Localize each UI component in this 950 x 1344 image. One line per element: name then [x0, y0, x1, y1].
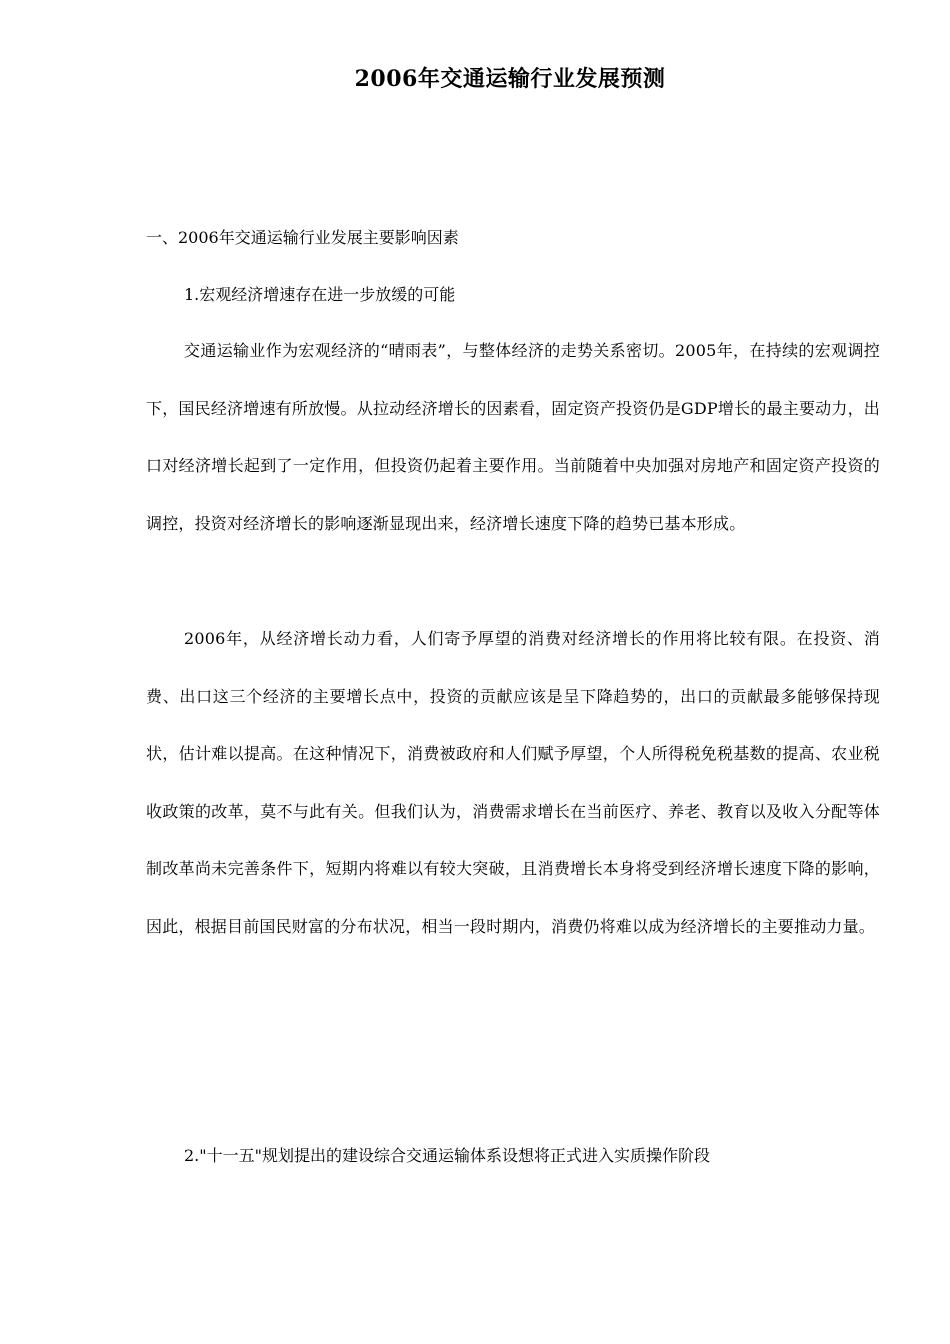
subheading-five-year-plan: 2."十一五"规划提出的建设综合交通运输体系设想将正式进入实质操作阶段 [184, 1146, 710, 1165]
document-title: 2006年交通运输行业发展预测 [354, 66, 666, 92]
paragraph-growth-drivers: 2006年，从经济增长动力看，人们寄予厚望的消费对经济增长的作用将比较有限。在投资、消费、出口这三个经济的主要增长点中，投资的贡献应该是呈下降趋势的，出口的贡献最多能够保持现状，估计难以提高。在这种情况下，消费被政府和人们赋予厚望，个人所得税免税基数的提高、农业税收政策的改革，莫不与此有关。但我们认为，消费需求增长在当前医疗、养老、教育以及收入分配等体制改革尚未完善条件下，短期内将难以有较大突破，且消费增长本身将受到经济增长速度下降的影响，因此，根据目前国民财富的分布状况，相当一段时期内，消费仍将难以成为经济增长的主要推动力量。 [146, 629, 880, 936]
paragraph-transport-economy: 交通运输业作为宏观经济的“晴雨表”，与整体经济的走势关系密切。2005年，在持续的宏观调控下，国民经济增速有所放慢。从拉动经济增长的因素看，固定资产投资仍是GDP增长的最主要动力，出口对经济增长起到了一定作用，但投资仍起着主要作用。当前随着中央加强对房地产和固定资产投资的调控，投资对经济增长的影响逐渐显现出来，经济增长速度下降的趋势已基本形成。 [146, 341, 880, 533]
section-heading: 一、2006年交通运输行业发展主要影响因素 [146, 228, 459, 247]
subheading-macro-economy: 1.宏观经济增速存在进一步放缓的可能 [184, 285, 456, 304]
